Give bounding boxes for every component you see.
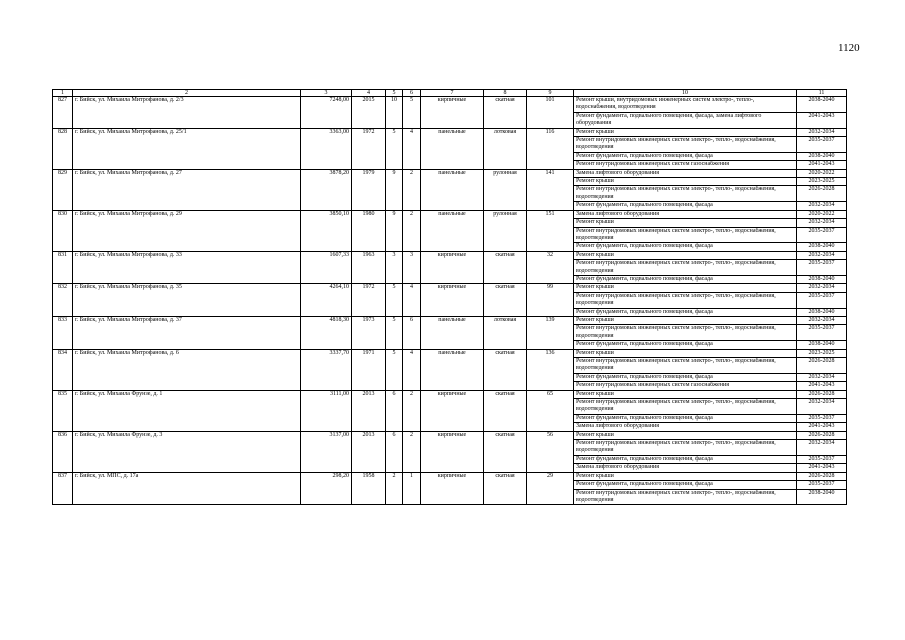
record-number: 833 — [53, 316, 73, 349]
record-address: г. Бийск, ул. Михаила Митрофанова, д. 37 — [73, 316, 301, 349]
record-roof: рулонная — [484, 210, 527, 251]
table-row — [53, 210, 847, 218]
work-type: Ремонт фундамента, подвального помещения, фасада — [574, 202, 797, 210]
record-floors: 6 — [386, 431, 403, 472]
work-period: 2041-2043 — [797, 464, 847, 472]
work-type: Замена лифтового оборудования — [574, 464, 797, 472]
record-address: г. Бийск, ул. Михаила Митрофанова, д. 33 — [73, 251, 301, 284]
work-period: 2026-2028 — [797, 472, 847, 480]
work-period: 2032-2034 — [797, 373, 847, 381]
record-floors: 2 — [386, 472, 403, 505]
record-address: г. Бийск, ул. Михаила Фрунзе, д. 3 — [73, 431, 301, 472]
work-period: 2023-2025 — [797, 349, 847, 357]
work-type: Ремонт крыши — [574, 251, 797, 259]
work-period: 2020-2022 — [797, 210, 847, 218]
record-walls: панельные — [421, 128, 484, 169]
table-row — [53, 472, 847, 480]
page-number: 1120 — [838, 42, 860, 54]
record-area: 3850,10 — [301, 210, 352, 251]
record-floors: 5 — [386, 316, 403, 349]
record-number: 828 — [53, 128, 73, 169]
work-type: Ремонт фундамента, подвального помещения, фасада, замена лифтового оборудования — [574, 112, 797, 128]
record-year: 2013 — [352, 431, 386, 472]
column-header: 6 — [403, 90, 421, 97]
work-type: Ремонт фундамента, подвального помещения, фасада — [574, 308, 797, 316]
record-floors: 3 — [386, 251, 403, 284]
table-body — [53, 97, 847, 505]
record-number: 830 — [53, 210, 73, 251]
record-year: 2015 — [352, 97, 386, 129]
record-address: г. Бийск, ул. Михаила Митрофанова, д. 35 — [73, 284, 301, 317]
work-period: 2035-2037 — [797, 292, 847, 308]
work-period: 2035-2037 — [797, 455, 847, 463]
work-period: 2038-2040 — [797, 243, 847, 251]
record-roof: лотковая — [484, 316, 527, 349]
record-residents: 139 — [527, 316, 574, 349]
column-header: 10 — [574, 90, 797, 97]
record-number: 832 — [53, 284, 73, 317]
record-roof: скатная — [484, 251, 527, 284]
record-entrances: 6 — [403, 316, 421, 349]
work-period: 2032-2034 — [797, 251, 847, 259]
table-row — [53, 390, 847, 398]
record-area: 3337,70 — [301, 349, 352, 390]
work-period: 2026-2028 — [797, 358, 847, 374]
record-floors: 10 — [386, 97, 403, 129]
work-period: 2038-2040 — [797, 97, 847, 113]
record-number: 834 — [53, 349, 73, 390]
table-row — [53, 251, 847, 259]
table-row — [53, 128, 847, 136]
record-entrances: 2 — [403, 169, 421, 210]
work-type: Ремонт фундамента, подвального помещения, фасада — [574, 373, 797, 381]
record-residents: 56 — [527, 431, 574, 472]
record-year: 1963 — [352, 251, 386, 284]
record-floors: 5 — [386, 284, 403, 317]
record-residents: 32 — [527, 251, 574, 284]
work-period: 2035-2037 — [797, 260, 847, 276]
record-address: г. Бийск, ул. Михаила Митрофанова, д. 27 — [73, 169, 301, 210]
work-type: Ремонт внутридомовых инженерных систем электро-, тепло-, водоснабжения, водоотведения — [574, 137, 797, 153]
column-header: 7 — [421, 90, 484, 97]
record-roof: скатная — [484, 390, 527, 431]
record-walls: панельные — [421, 210, 484, 251]
work-period: 2038-2040 — [797, 308, 847, 316]
record-floors: 9 — [386, 169, 403, 210]
work-type: Замена лифтового оборудования — [574, 423, 797, 431]
record-roof: скатная — [484, 97, 527, 129]
record-entrances: 4 — [403, 128, 421, 169]
work-type: Ремонт внутридомовых инженерных систем электро-, тепло-, водоснабжения, водоотведения — [574, 489, 797, 505]
record-residents: 65 — [527, 390, 574, 431]
work-type: Ремонт крыши — [574, 128, 797, 136]
record-area: 3137,00 — [301, 431, 352, 472]
work-type: Ремонт крыши — [574, 390, 797, 398]
column-header: 2 — [73, 90, 301, 97]
record-residents: 99 — [527, 284, 574, 317]
record-entrances: 5 — [403, 97, 421, 129]
work-period: 2026-2028 — [797, 390, 847, 398]
work-type: Ремонт крыши — [574, 178, 797, 186]
work-period: 2035-2037 — [797, 481, 847, 489]
record-residents: 136 — [527, 349, 574, 390]
work-type: Ремонт крыши — [574, 284, 797, 292]
record-entrances: 4 — [403, 349, 421, 390]
work-period: 2032-2034 — [797, 219, 847, 227]
work-type: Ремонт внутридомовых инженерных систем электро-, тепло-, водоснабжения, водоотведения — [574, 440, 797, 456]
record-roof: скатная — [484, 349, 527, 390]
record-roof: скатная — [484, 284, 527, 317]
work-type: Ремонт внутридомовых инженерных систем электро-, тепло-, водоснабжения, водоотведения — [574, 358, 797, 374]
work-type: Ремонт внутридомовых инженерных систем электро-, тепло-, водоснабжения, водоотведения — [574, 325, 797, 341]
work-type: Ремонт крыши — [574, 349, 797, 357]
record-residents: 29 — [527, 472, 574, 505]
record-floors: 9 — [386, 210, 403, 251]
work-type: Ремонт внутридомовых инженерных систем газоснабжения — [574, 161, 797, 169]
column-header: 9 — [527, 90, 574, 97]
record-address: г. Бийск, ул. Михаила Митрофанова, д. 29 — [73, 210, 301, 251]
table-row — [53, 349, 847, 357]
work-period: 2020-2022 — [797, 169, 847, 177]
record-roof: рулонная — [484, 169, 527, 210]
work-type: Ремонт внутридомовых инженерных систем электро-, тепло-, водоснабжения, водоотведения — [574, 292, 797, 308]
record-number: 829 — [53, 169, 73, 210]
work-period: 2026-2028 — [797, 431, 847, 439]
column-header: 11 — [797, 90, 847, 97]
record-area: 3111,00 — [301, 390, 352, 431]
record-year: 1973 — [352, 316, 386, 349]
record-walls: панельные — [421, 169, 484, 210]
record-number: 837 — [53, 472, 73, 505]
work-type: Ремонт внутридомовых инженерных систем газоснабжения — [574, 382, 797, 390]
record-year: 1972 — [352, 128, 386, 169]
table-row — [53, 284, 847, 292]
work-type: Ремонт крыши — [574, 431, 797, 439]
work-period: 2032-2034 — [797, 284, 847, 292]
column-header: 1 — [53, 90, 73, 97]
record-floors: 5 — [386, 349, 403, 390]
work-type: Ремонт крыши — [574, 219, 797, 227]
work-type: Ремонт крыши — [574, 472, 797, 480]
record-address: г. Бийск, ул. Михаила Митрофанова, д. 6 — [73, 349, 301, 390]
record-walls: кирпичные — [421, 284, 484, 317]
record-area: 4818,30 — [301, 316, 352, 349]
record-entrances: 2 — [403, 210, 421, 251]
record-area: 3878,20 — [301, 169, 352, 210]
table-row — [53, 431, 847, 439]
table-row — [53, 97, 847, 113]
table-row — [53, 316, 847, 324]
record-number: 831 — [53, 251, 73, 284]
work-period: 2035-2037 — [797, 414, 847, 422]
record-area: 1607,33 — [301, 251, 352, 284]
record-address: г. Бийск, ул. Михаила Митрофанова, д. 25/1 — [73, 128, 301, 169]
record-floors: 6 — [386, 390, 403, 431]
record-floors: 5 — [386, 128, 403, 169]
record-residents: 116 — [527, 128, 574, 169]
work-type: Ремонт внутридомовых инженерных систем электро-, тепло-, водоснабжения, водоотведения — [574, 260, 797, 276]
record-area: 298,20 — [301, 472, 352, 505]
work-period: 2032-2034 — [797, 399, 847, 415]
work-period: 2038-2040 — [797, 152, 847, 160]
work-type: Ремонт внутридомовых инженерных систем электро-, тепло-, водоснабжения, водоотведения — [574, 186, 797, 202]
record-entrances: 4 — [403, 284, 421, 317]
record-address: г. Бийск, ул. Михаила Митрофанова, д. 2/3 — [73, 97, 301, 129]
repair-schedule-table — [52, 89, 847, 505]
work-period: 2026-2028 — [797, 186, 847, 202]
record-entrances: 2 — [403, 431, 421, 472]
work-type: Ремонт крыши — [574, 316, 797, 324]
record-year: 1958 — [352, 472, 386, 505]
record-roof: лотковая — [484, 128, 527, 169]
record-walls: кирпичные — [421, 97, 484, 129]
record-year: 1971 — [352, 349, 386, 390]
record-walls: кирпичные — [421, 390, 484, 431]
record-year: 1980 — [352, 210, 386, 251]
record-area: 3363,00 — [301, 128, 352, 169]
work-period: 2038-2040 — [797, 275, 847, 283]
work-period: 2041-2043 — [797, 112, 847, 128]
record-residents: 151 — [527, 210, 574, 251]
column-number-row — [53, 90, 847, 97]
work-type: Ремонт фундамента, подвального помещения, фасада — [574, 152, 797, 160]
column-header: 4 — [352, 90, 386, 97]
record-roof: скатная — [484, 431, 527, 472]
work-period: 2035-2037 — [797, 137, 847, 153]
work-period: 2041-2043 — [797, 423, 847, 431]
table-row — [53, 169, 847, 177]
record-walls: панельные — [421, 349, 484, 390]
record-area: 4264,10 — [301, 284, 352, 317]
work-type: Ремонт внутридомовых инженерных систем электро-, тепло-, водоснабжения, водоотведения — [574, 399, 797, 415]
record-address: г. Бийск, ул. МПС, д. 17а — [73, 472, 301, 505]
work-period: 2035-2037 — [797, 227, 847, 243]
record-year: 2013 — [352, 390, 386, 431]
record-address: г. Бийск, ул. Михаила Фрунзе, д. 1 — [73, 390, 301, 431]
work-period: 2038-2040 — [797, 489, 847, 505]
record-number: 836 — [53, 431, 73, 472]
record-walls: кирпичные — [421, 431, 484, 472]
work-period: 2035-2037 — [797, 325, 847, 341]
column-header: 3 — [301, 90, 352, 97]
record-number: 835 — [53, 390, 73, 431]
work-period: 2032-2034 — [797, 316, 847, 324]
record-entrances: 1 — [403, 472, 421, 505]
record-residents: 101 — [527, 97, 574, 129]
work-type: Замена лифтового оборудования — [574, 169, 797, 177]
record-residents: 141 — [527, 169, 574, 210]
work-type: Ремонт внутридомовых инженерных систем электро-, тепло-, водоснабжения, водоотведения — [574, 227, 797, 243]
work-period: 2032-2034 — [797, 202, 847, 210]
column-header: 8 — [484, 90, 527, 97]
work-type: Ремонт фундамента, подвального помещения, фасада — [574, 414, 797, 422]
work-period: 2023-2025 — [797, 178, 847, 186]
work-type: Ремонт фундамента, подвального помещения, фасада — [574, 275, 797, 283]
work-period: 2038-2040 — [797, 341, 847, 349]
work-period: 2032-2034 — [797, 440, 847, 456]
record-number: 827 — [53, 97, 73, 129]
work-type: Ремонт крыши, внутридомовых инженерных систем электро-, тепло-, водоснабжения, водоотведения — [574, 97, 797, 113]
record-entrances: 3 — [403, 251, 421, 284]
work-period: 2041-2043 — [797, 382, 847, 390]
work-type: Ремонт фундамента, подвального помещения, фасада — [574, 243, 797, 251]
record-year: 1972 — [352, 284, 386, 317]
record-walls: кирпичные — [421, 251, 484, 284]
work-type: Ремонт фундамента, подвального помещения, фасада — [574, 455, 797, 463]
work-type: Ремонт фундамента, подвального помещения, фасада — [574, 481, 797, 489]
record-walls: панельные — [421, 316, 484, 349]
work-period: 2041-2043 — [797, 161, 847, 169]
record-walls: кирпичные — [421, 472, 484, 505]
record-roof: скатная — [484, 472, 527, 505]
work-type: Замена лифтового оборудования — [574, 210, 797, 218]
work-type: Ремонт фундамента, подвального помещения, фасада — [574, 341, 797, 349]
record-area: 7248,00 — [301, 97, 352, 129]
work-period: 2032-2034 — [797, 128, 847, 136]
record-entrances: 2 — [403, 390, 421, 431]
record-year: 1979 — [352, 169, 386, 210]
column-header: 5 — [386, 90, 403, 97]
